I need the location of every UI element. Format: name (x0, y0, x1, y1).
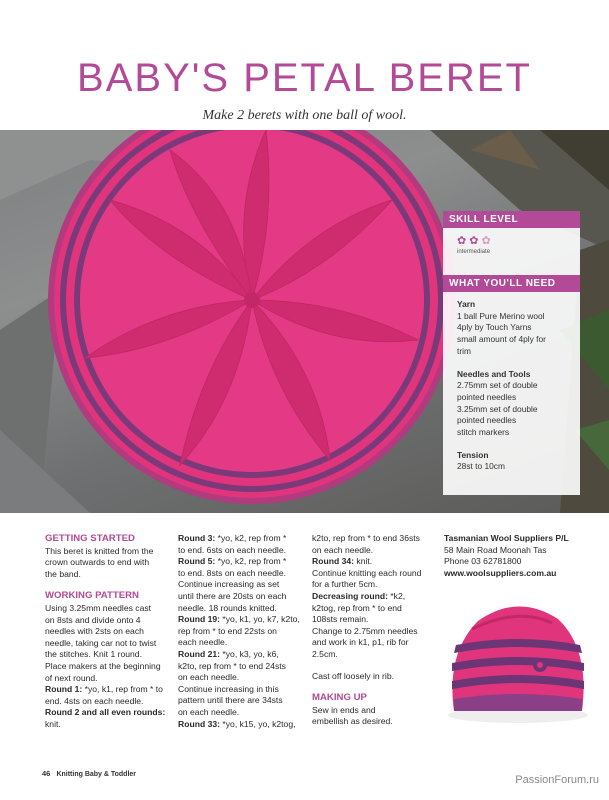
getting-started-heading: GETTING STARTED (45, 533, 135, 544)
supplier-name: Tasmanian Wool Suppliers P/L (444, 533, 569, 543)
round-label: Round 1: (45, 684, 83, 695)
yarn-ball-icon: ✿ (481, 235, 491, 247)
what-you-need-heading: WHAT YOU'LL NEED (443, 275, 580, 292)
round-label: Round 34: (312, 556, 355, 567)
round-label: Decreasing round: (312, 590, 388, 601)
text-line: Cast off loosely in rib. (312, 670, 394, 681)
text-line: and work in k1, p1, rib for (312, 637, 409, 648)
text-line: on each needle. (178, 706, 240, 717)
skill-rating (457, 234, 580, 247)
tension-heading: Tension (457, 449, 489, 460)
text-line: on each needle. (312, 544, 374, 555)
text-line: knit. (45, 718, 61, 729)
text-line: on 8sts and divide onto 4 (45, 614, 141, 625)
yarn-line: 4ply by Touch Yarns (457, 322, 532, 333)
needles-line: 2.75mm set of double (457, 380, 538, 391)
round-label: Round 19: (178, 614, 221, 625)
text-line: 2.5cm. (312, 648, 338, 659)
needles-line: 3.25mm set of double (457, 403, 538, 414)
text-line: *yo, k1, rep from * to (82, 684, 163, 695)
text-line: *yo, k2, rep from * (215, 533, 287, 543)
text-line: 108sts remain. (312, 614, 369, 625)
text-line: pattern until there are 34sts (178, 695, 283, 706)
round-label: Round 3: (178, 533, 216, 543)
text-line: on each needle. (178, 672, 240, 683)
page-title: BABY'S PETAL BERET (77, 56, 532, 100)
skill-level-label: intermediate (457, 249, 491, 255)
text-line: needle. 18 rounds knitted. (178, 602, 277, 613)
yarn-ball-icon: ✿ (457, 235, 467, 247)
text-line: Continue increasing in this (178, 683, 279, 694)
yarn-ball-icon: ✿ (469, 235, 479, 247)
supplier-address: 58 Main Road Moonah Tas (444, 544, 547, 555)
text-line: Continue knitting each round (312, 567, 422, 578)
text-line: until there are 20sts on each (178, 590, 287, 601)
yarn-line: small amount of 4ply for (457, 334, 546, 345)
text-line: This beret is knitted from the (45, 545, 154, 556)
text-line: to end. 6sts on each needle. (178, 544, 286, 555)
text-line: Change to 2.75mm needles (312, 625, 418, 636)
subtitle: Make 2 berets with one ball of wool. (202, 108, 407, 123)
magazine-name: Knitting Baby & Toddler (56, 771, 137, 778)
text-line: Sew in ends and (312, 704, 376, 715)
yarn-line: 1 ball Pure Merino wool (457, 310, 545, 321)
text-line: embellish as desired. (312, 716, 393, 727)
info-panel (443, 211, 580, 495)
text-line: the stitches. Knit 1 round. (45, 649, 142, 660)
hat-side-photo (432, 593, 603, 728)
needles-heading: Needles and Tools (457, 368, 531, 379)
column-3 (312, 533, 440, 728)
text-line: needles with 2sts on each (45, 626, 144, 637)
text-line: the band. (45, 568, 81, 579)
watermark: PassionForum.ru (515, 774, 599, 786)
making-up-heading: MAKING UP (312, 692, 367, 704)
text-line: k2to, rep from * to end 36sts (312, 533, 420, 543)
text-line: end. 4sts on each needle. (45, 695, 144, 706)
text-line: k2tog, rep from * to end (312, 602, 402, 613)
text-line: to end. 8sts on each needle. (178, 567, 286, 578)
text-line: each needle. (178, 637, 228, 648)
tension-value: 28st to 10cm (457, 461, 505, 472)
column-4 (444, 533, 594, 579)
text-line: *yo, k2, rep from * (215, 556, 287, 567)
needles-line: stitch markers (457, 427, 510, 438)
text-line: needle, taking car not to twist (45, 637, 157, 648)
round-label: Round 5: (178, 556, 216, 567)
text-line: *yo, k1, yo, k7, k2to, (220, 614, 300, 625)
working-pattern-heading: WORKING PATTERN (45, 590, 139, 602)
text-line: crown outwards to end with (45, 557, 150, 568)
beret-drawing (48, 130, 456, 504)
text-line: *k2, (387, 590, 406, 601)
text-line: for a further 5cm. (312, 579, 378, 590)
column-2 (178, 533, 306, 730)
round-label: Round 21: (178, 648, 221, 659)
column-1 (45, 533, 173, 731)
text-line: *yo, k15, yo, k2tog, (220, 718, 296, 729)
text-line: k2to, rep from * to end 24sts (178, 660, 286, 671)
yarn-line: trim (457, 345, 471, 356)
text-line: knit. (354, 556, 373, 567)
text-line: rep from * to end 22sts on (178, 625, 277, 636)
footer (42, 769, 136, 778)
supplier-website: www.woolsuppliers.com.au (444, 567, 557, 578)
supplier-phone: Phone 03 62781800 (444, 556, 522, 567)
yarn-heading: Yarn (457, 299, 476, 309)
round-label: Round 33: (178, 718, 221, 729)
text-line: Place makers at the beginning (45, 660, 161, 671)
needles-line: pointed needles (457, 415, 517, 426)
text-line: Using 3.25mm needles cast (45, 602, 152, 613)
round-label: Round 2 and all even rounds: (45, 707, 166, 718)
needles-line: pointed needles (457, 391, 517, 402)
text-line: of next round. (45, 672, 98, 683)
page-number: 46 (42, 769, 51, 778)
text-line: *yo, k3, yo, k6, (220, 648, 279, 659)
text-line: Continue increasing as set (178, 579, 280, 590)
skill-level-heading: SKILL LEVEL (443, 211, 580, 228)
